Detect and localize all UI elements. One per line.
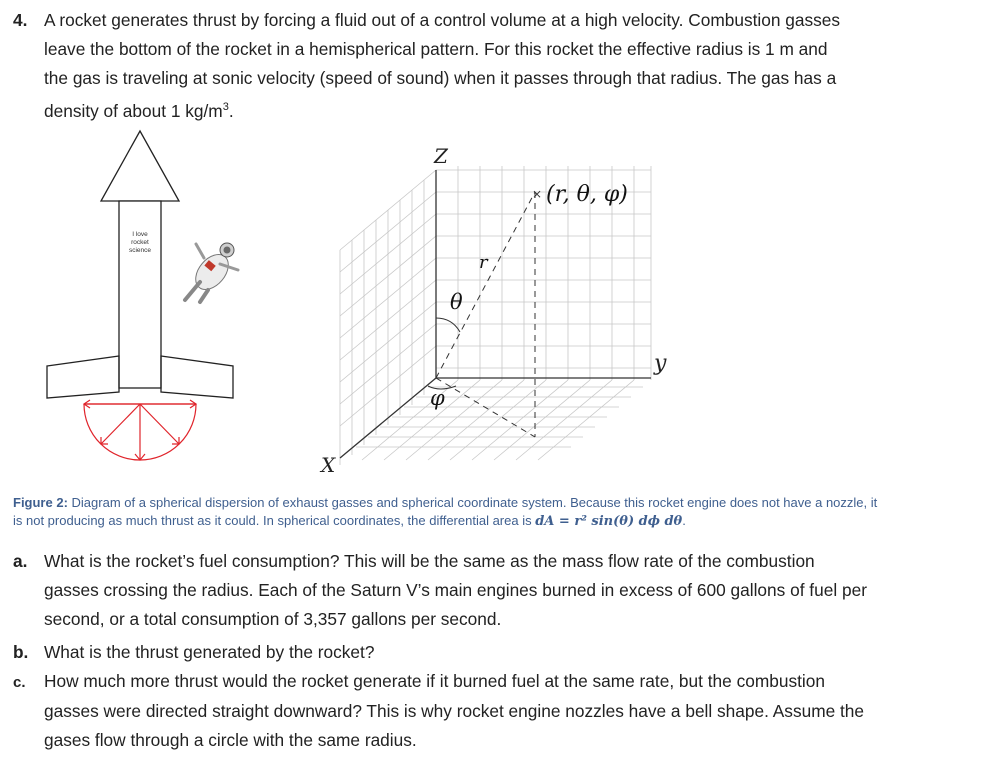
rocket-fin-left xyxy=(47,356,119,398)
axes xyxy=(340,170,651,458)
caption-line-2 xyxy=(13,512,973,531)
rocket-body xyxy=(119,201,161,388)
caption-text-1: Diagram of a spherical dispersion of exhaust gasses and spherical coordinate system. Because this rocket engine does not have a nozzle, it xyxy=(67,495,878,510)
rocket-nose xyxy=(101,131,179,201)
rocket-text-line-1: I love xyxy=(132,231,148,238)
question-c-label: c. xyxy=(13,674,26,691)
question-c-line-1: How much more thrust would the rocket generate if it burned fuel at the same rate, but the combustion xyxy=(44,671,825,691)
density-period: . xyxy=(228,100,234,121)
question-a-line-1: What is the rocket’s fuel consumption? This will be the same as the mass flow rate of the combustion xyxy=(44,551,815,571)
point-marker: × xyxy=(531,187,543,201)
theta-label: θ xyxy=(450,290,463,314)
rocket-fin-right xyxy=(161,356,233,398)
rocket-text-line-3: science xyxy=(128,247,152,254)
r-label: r xyxy=(479,252,488,273)
density-text: density of about 1 kg/m xyxy=(44,100,223,121)
question-b-line-1: What is the thrust generated by the rocket? xyxy=(44,642,375,662)
x-axis-label: X xyxy=(321,453,336,477)
problem-line-2: leave the bottom of the rocket in a hemispherical pattern. For this rocket the effective radius is 1 m and xyxy=(44,39,828,59)
astronaut-image xyxy=(185,243,238,302)
caption-formula: dA = r² sin(θ) dϕ dθ xyxy=(535,513,683,529)
point-label: (r, θ, φ) xyxy=(546,182,628,207)
z-axis-label: Z xyxy=(434,144,448,168)
question-c-line-2: gasses were directed straight downward? This is why rocket engine nozzles have a bell shape. Assume the xyxy=(44,701,865,721)
r-vector xyxy=(436,192,535,378)
figure-caption xyxy=(13,494,973,530)
problem-line-1: A rocket generates thrust by forcing a fluid out of a control volume at a high velocity. Combustion gasses xyxy=(44,10,840,30)
caption-text-2: is not producing as much thrust as it could. In spherical coordinates, the differential area is xyxy=(13,512,536,528)
rocket-text-line-2: rocket xyxy=(131,239,149,246)
y-axis-label: y xyxy=(654,351,667,376)
coordinate-grid xyxy=(340,166,651,465)
theta-arc xyxy=(436,318,460,332)
phi-label: φ xyxy=(430,386,445,410)
question-a-line-2: gasses crossing the radius. Each of the Saturn V’s main engines burned in excess of 600 gallons of fuel per xyxy=(44,580,867,600)
problem-number: 4. xyxy=(13,10,28,30)
question-a-label: a. xyxy=(13,551,28,571)
question-c-line-3: gases flow through a circle with the same radius. xyxy=(44,730,417,750)
caption-period: . xyxy=(682,512,686,528)
construction-lines xyxy=(436,192,535,437)
question-a-line-3: second, or a total consumption of 3,357 gallons per second. xyxy=(44,609,502,629)
problem-line-3: the gas is traveling at sonic velocity (speed of sound) when it passes through that radius. The gas has a xyxy=(44,68,837,88)
density-exponent: 3 xyxy=(222,101,229,113)
exhaust-hemisphere xyxy=(84,400,196,460)
question-b-label: b. xyxy=(13,642,29,662)
caption-line-1 xyxy=(13,494,973,512)
caption-label: Figure 2: xyxy=(13,495,68,510)
